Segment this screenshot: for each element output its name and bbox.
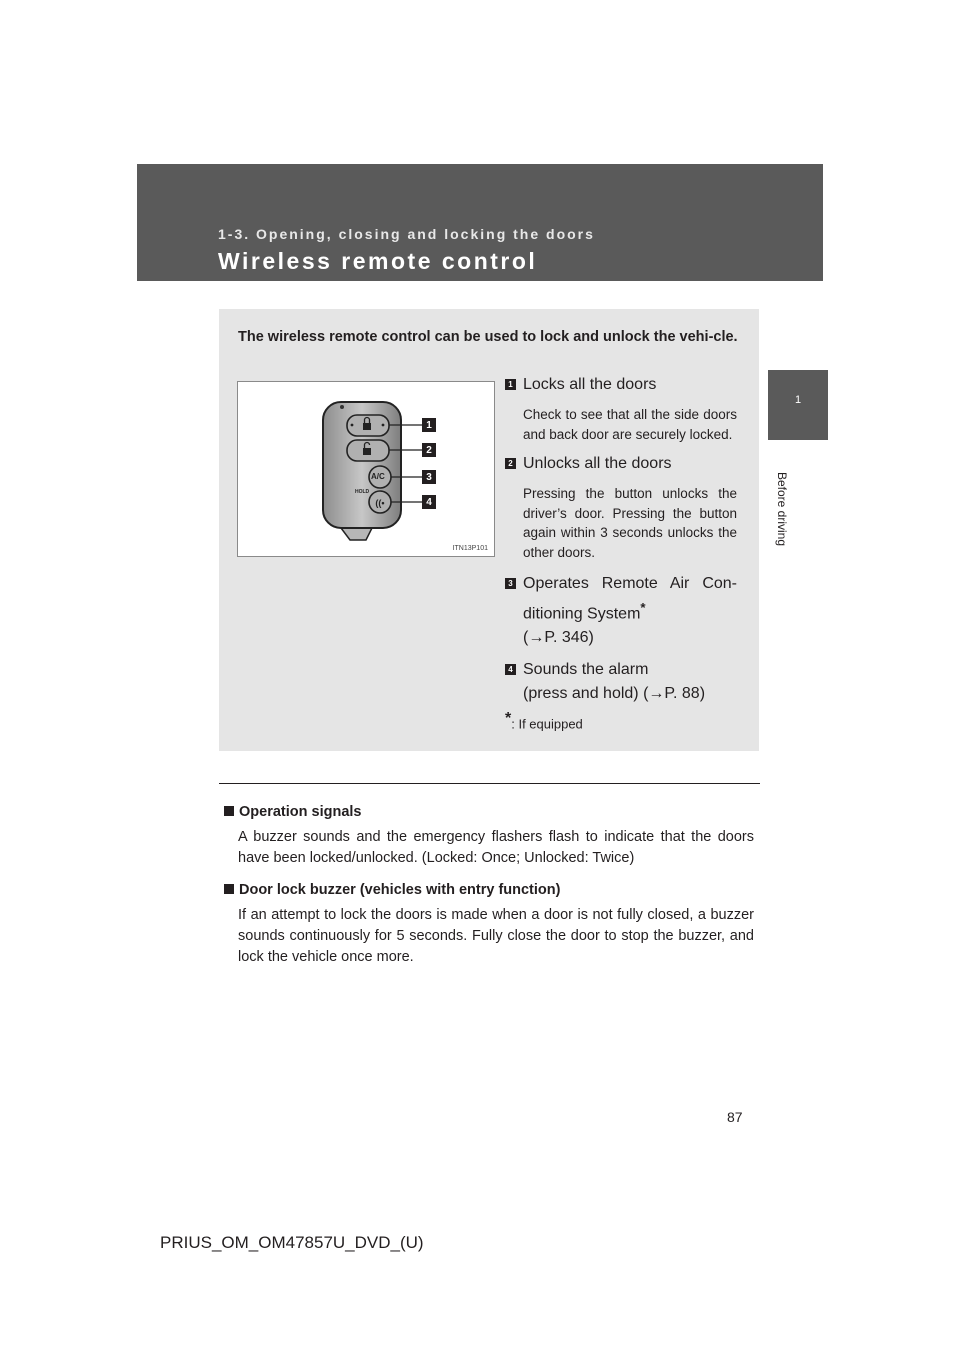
chapter-side-label xyxy=(772,472,792,552)
item-title: Sounds the alarm xyxy=(523,661,649,679)
chapter-tab-number: 1 xyxy=(794,394,802,406)
bullet-square-icon xyxy=(224,806,234,816)
item-title: Unlocks all the doors xyxy=(523,455,672,472)
footnote xyxy=(505,710,737,731)
note-heading xyxy=(224,800,754,824)
item-number-badge: 4 xyxy=(505,664,516,675)
list-item xyxy=(505,452,737,562)
remote-key-illustration xyxy=(238,382,494,556)
item-title xyxy=(523,572,737,626)
item-title-line2: (press and hold) (→P. 88) xyxy=(523,685,706,703)
bullet-square-icon xyxy=(224,884,234,894)
list-item xyxy=(505,572,737,650)
item-title: Locks all the doors xyxy=(523,376,657,393)
note-body: A buzzer sounds and the emergency flashers flash to indicate that the doors have been locked/unlocked. (Locked: Once; Unlocked: Twice) xyxy=(238,829,754,866)
item-number-badge: 3 xyxy=(505,578,516,589)
item-number-badge: 2 xyxy=(505,458,516,469)
summary-box xyxy=(219,309,759,751)
page-reference: (→P. 346) xyxy=(523,629,594,647)
footnote-mark: * xyxy=(505,710,512,728)
note-body: If an attempt to lock the doors is made when a door is not fully closed, a buzzer sounds continuously for 5 seconds. Fully close the door to stop the buzzer, and lock the vehicle once more. xyxy=(238,907,754,965)
page-title: Wireless remote control xyxy=(218,248,538,274)
footnote-text: : If equipped xyxy=(511,716,583,732)
notes-section xyxy=(224,800,754,977)
item-number-badge: 1 xyxy=(505,379,516,390)
note-heading-text: Operation signals xyxy=(239,804,362,820)
callout-1: 1 xyxy=(426,420,432,431)
callout-4: 4 xyxy=(426,497,432,508)
page-number: 87 xyxy=(727,1109,743,1125)
svg-text:((•: ((• xyxy=(375,498,385,508)
chapter-header xyxy=(137,164,823,281)
button-ac-label: A/C xyxy=(371,472,385,481)
chapter-tab xyxy=(768,370,828,440)
callout-2: 2 xyxy=(426,445,432,456)
callout-3: 3 xyxy=(426,472,432,483)
note-heading xyxy=(224,878,754,902)
chapter-side-label-text: Before driving xyxy=(775,471,789,547)
intro-text: The wireless remote control can be used to lock and unlock the vehi-cle. xyxy=(238,329,738,345)
footer-code: PRIUS_OM_OM47857U_DVD_(U) xyxy=(160,1233,424,1252)
section-divider xyxy=(219,783,760,784)
note-heading-text: Door lock buzzer (vehicles with entry function) xyxy=(239,882,561,898)
asterisk-mark: * xyxy=(640,600,646,615)
list-item xyxy=(505,373,737,444)
item-description: Pressing the button unlocks the driver’s door. Pressing the button again within 3 seconds unlocks the other doors. xyxy=(523,486,737,560)
section-label: 1-3. Opening, closing and locking the doors xyxy=(218,226,595,242)
item-title-text: Operates Remote Air Con-ditioning System xyxy=(523,575,737,623)
item-description: Check to see that all the side doors and back door are securely locked. xyxy=(523,407,737,442)
remote-key-figure xyxy=(237,381,495,557)
hold-label: HOLD xyxy=(355,489,370,495)
feature-list xyxy=(505,373,737,732)
list-item xyxy=(505,658,737,706)
figure-caption: ITN13P101 xyxy=(452,545,488,552)
